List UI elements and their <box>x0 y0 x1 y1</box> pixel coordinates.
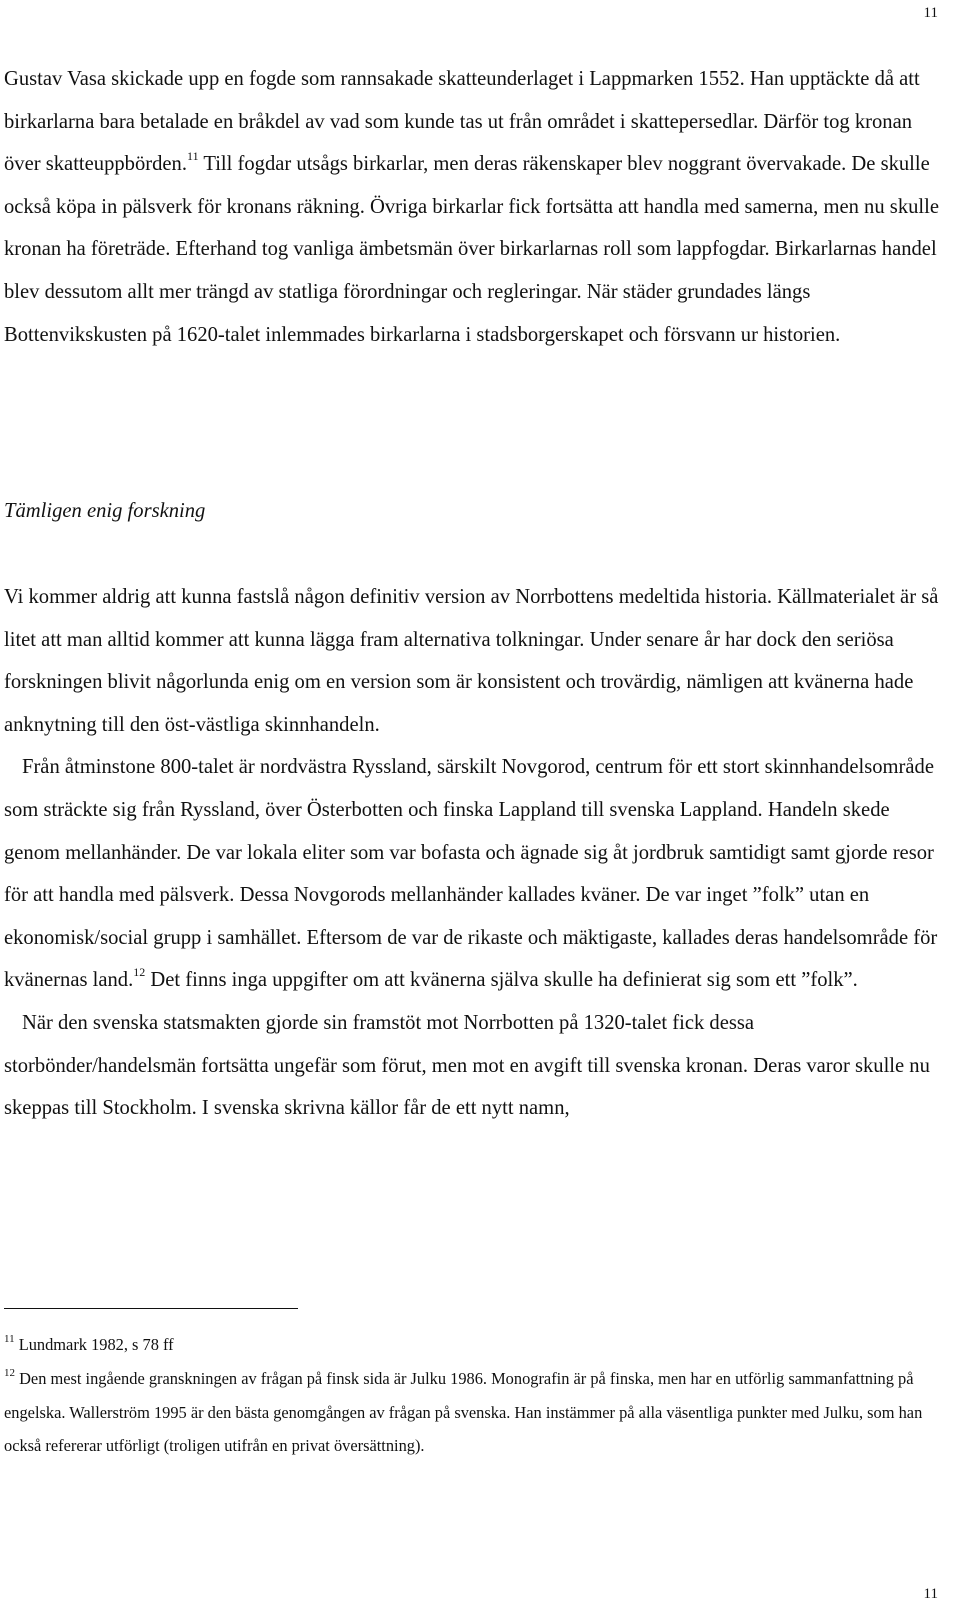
footnote-ref-11[interactable]: 11 <box>187 149 199 164</box>
paragraph-text: Från åtminstone 800-talet är nordvästra Ryssland, särskilt Novgorod, centrum för ett stort skinnhandelsområde som sträckte sig från Ryssland, över Österbotten och finska Lappland till svenska Lappland. Handeln skede genom mellanhänder. De var lokala eliter som var bofasta och ägnade sig åt jordbruk samtidigt samt gjorde resor för att handla med pälsverk. Dessa Novgorods mellanhänder kallades kväner. De var inget ”folk” utan en ekonomisk/social grupp i samhället. Eftersom de var de rikaste och mäktigaste, kallades deras handelsområde för kvänernas land. <box>4 756 938 992</box>
paragraph-text: Till fogdar utsågs birkarlar, men deras räkenskaper blev noggrant övervakade. De skulle också köpa in pälsverk för kronans räkning. Övriga birkarlar fick fortsätta att handla med samerna, men nu skulle kronan ha företräde. Efterhand tog vanliga ämbetsmän över birkarlarnas roll som lappfogdar. Birkarlarnas handel blev dessutom allt mer trängd av statliga förordningar och regleringar. När städer grundades längs Bottenvikskusten på 1620-talet inlemmades birkarlarna i stadsborgerskapet och försvann ur historien. <box>4 153 939 346</box>
footnote-12 <box>4 1362 944 1463</box>
paragraph-text: Gustav Vasa skickade upp en fogde som rannsakade skatteunderlaget i Lappmarken 1552. Han upptäckte då att birkarlarna bara betalade en bråkdel av vad som kunde tas ut från området i skattepersedlar. Därför tog kronan över skatteuppbörden. <box>4 68 920 176</box>
paragraph-gustav-vasa <box>4 58 944 356</box>
paragraph-skinnhandel <box>4 746 944 1002</box>
section-heading: Tämligen enig forskning <box>4 500 206 522</box>
footnote-separator <box>4 1308 298 1309</box>
paragraph-forskning: Vi kommer aldrig att kunna fastslå någon definitiv version av Norrbottens medeltida historia. Källmaterialet är så litet att man alltid kommer att kunna lägga fram alternativa tolkningar. Under senare år har dock den seriösa forskningen blivit någorlunda enig om en version som är konsistent och trovärdig, nämligen att kvänerna hade anknytning till den öst-västliga skinnhandeln. <box>4 586 939 736</box>
paragraph-statsmakten: När den svenska statsmakten gjorde sin framstöt mot Norrbotten på 1320-talet fick dessa storbönder/handelsmän fortsätta ungefär som förut, men mot en avgift till svenska kronan. Deras varor skulle nu skeppas till Stockholm. I svenska skrivna källor får de ett nytt namn, <box>4 1011 930 1120</box>
section-2 <box>4 576 944 1130</box>
footnote-11 <box>4 1328 944 1362</box>
footnote-text: Den mest ingående granskningen av frågan på finsk sida är Julku 1986. Monografin är på finska, men har en utförlig sammanfattning på engelska. Wallerström 1995 är den bästa genomgången av frågan på svenska. Han instämmer på alla väsentliga punkter med Julku, som han också refererar utförligt (troligen utifrån en privat översättning). <box>4 1368 923 1456</box>
footnote-number: 12 <box>4 1366 15 1379</box>
page-number-bottom: 11 <box>923 1586 938 1602</box>
footnote-number: 11 <box>4 1333 15 1345</box>
section-1 <box>4 58 944 356</box>
footnotes <box>4 1328 944 1463</box>
footnote-text: Lundmark 1982, s 78 ff <box>14 1335 174 1354</box>
footnote-ref-12[interactable]: 12 <box>133 965 146 980</box>
paragraph-text: Det finns inga uppgifter om att kvänerna själva skulle ha definierat sig som ett ”folk”. <box>145 969 858 992</box>
page-number-top: 11 <box>923 5 938 21</box>
